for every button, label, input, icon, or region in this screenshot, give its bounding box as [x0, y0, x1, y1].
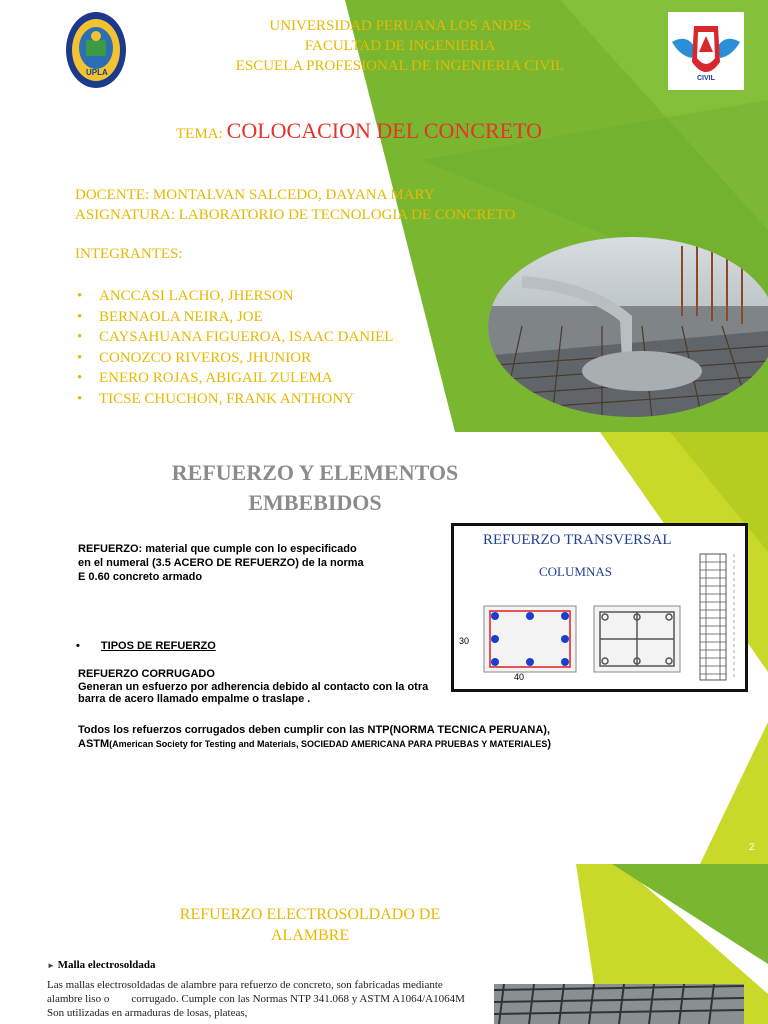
corrugado-block	[78, 668, 458, 706]
slide2-title-line-2: EMBEBIDOS	[248, 490, 382, 515]
corrugado-description: Generan un esfuerzo por adherencia debido al contacto con la otra barra de acero llamado empalme o traslape .	[78, 680, 429, 705]
figure-subtitle: COLUMNAS	[539, 564, 612, 579]
member-item: • ANCCASI LACHO, JHERSON	[75, 286, 393, 307]
tipos-heading	[76, 640, 216, 652]
triangle-bullet-icon: ►	[47, 961, 55, 970]
slide2-title	[120, 458, 510, 518]
member-item: • CONOZCO RIVEROS, JHUNIOR	[75, 348, 393, 369]
ntp-main-text: Todos los refuerzos corrugados deben cumplir con las NTP(NORMA TECNICA PERUANA), ASTM	[78, 724, 551, 750]
malla-paragraph: Las mallas electrosoldadas de alambre para refuerzo de concreto, son fabricadas mediante alambre liso o corrugado. Cumple con las Normas NTP 341.068 y ASTM A1064/A1064M Son utilizadas en armaduras de losas, plateas,	[47, 979, 468, 1019]
subject-label: ASIGNATURA:	[75, 207, 176, 223]
refuerzo-definition: REFUERZO: material que cumple con lo especificado en el numeral (3.5 ACERO DE REFUERZO) de la norma E 0.60 concreto armado	[78, 543, 364, 583]
corrugado-title: REFUERZO CORRUGADO	[78, 668, 215, 680]
teacher-row	[75, 185, 515, 205]
faculty-logo	[668, 12, 744, 90]
ntp-small-text: (American Society for Testing and Materials, SOCIEDAD AMERICANA PARA PRUEBAS Y MATERIALES	[109, 739, 548, 749]
right-logo-text: CIVIL	[697, 75, 715, 82]
ntp-end-text: )	[547, 738, 552, 750]
members-label: INTEGRANTES:	[75, 246, 183, 262]
slide-refuerzo	[0, 432, 768, 864]
page-number: 2	[749, 842, 755, 853]
tipos-label: TIPOS DE REFUERZO	[100, 640, 216, 652]
dimension-width: 40	[514, 672, 525, 682]
welded-mesh-photo	[494, 984, 744, 1024]
teacher-label: DOCENTE:	[75, 187, 150, 203]
reinforcement-figure	[451, 523, 748, 692]
university-line-3: ESCUELA PROFESIONAL DE INGENIERIA CIVIL	[235, 58, 565, 74]
university-header	[150, 16, 650, 76]
dimension-height: 30	[459, 636, 470, 646]
member-item: • BERNAOLA NEIRA, JOE	[75, 307, 393, 328]
member-item: • TICSE CHUCHON, FRANK ANTHONY	[75, 389, 393, 410]
topic-title: COLOCACION DEL CONCRETO	[226, 118, 543, 143]
logo-emblem-text: UPLA	[86, 68, 108, 77]
column-section-drawing	[454, 526, 745, 689]
member-item: • ENERO ROJAS, ABIGAIL ZULEMA	[75, 368, 393, 389]
ntp-paragraph	[78, 723, 578, 751]
malla-subhead	[47, 959, 156, 971]
subject-row	[75, 205, 515, 225]
course-info	[75, 185, 515, 225]
topic-label: TEMA:	[176, 126, 223, 142]
slide3-title-line-2: ALAMBRE	[270, 927, 350, 944]
university-line-2: FACULTAD DE INGENIERIA	[304, 38, 496, 54]
member-item: • CAYSAHUANA FIGUEROA, ISAAC DANIEL	[75, 327, 393, 348]
bullet-marker: •	[76, 640, 80, 652]
slide-electrosoldado	[0, 864, 768, 1024]
slide3-title-line-1: REFUERZO ELECTROSOLDADO DE	[179, 906, 441, 923]
university-logo	[64, 10, 128, 90]
slide2-title-line-1: REFUERZO Y ELEMENTOS	[171, 460, 459, 485]
slide3-title	[130, 904, 490, 946]
university-line-1: UNIVERSIDAD PERUANA LOS ANDES	[269, 18, 531, 34]
members-list	[75, 286, 393, 409]
subject-name: LABORATORIO DE TECNOLOGIA DE CONCRETO	[178, 207, 516, 223]
topic-heading	[176, 118, 542, 144]
slide-title	[0, 0, 768, 432]
malla-subhead-text: Malla electrosoldada	[57, 959, 156, 971]
teacher-name: MONTALVAN SALCEDO, DAYANA MARY	[152, 187, 435, 203]
concrete-pouring-photo	[482, 236, 768, 418]
figure-title: REFUERZO TRANSVERSAL	[483, 532, 672, 548]
